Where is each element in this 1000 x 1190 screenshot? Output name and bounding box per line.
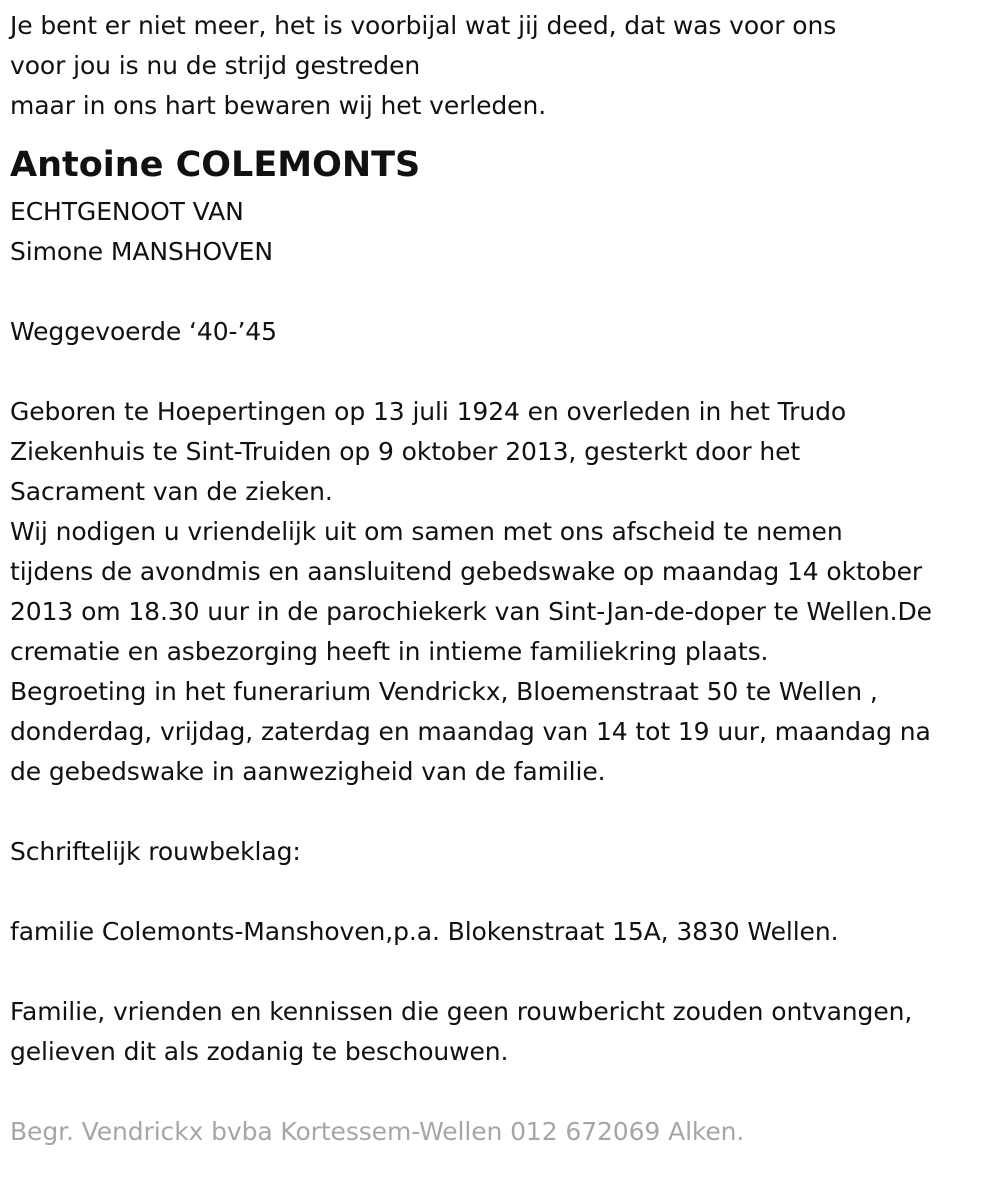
body-line: Begroeting in het funerarium Vendrickx, Bloemenstraat 50 te Wellen ,: [10, 677, 878, 706]
body-line: Ziekenhuis te Sint-Truiden op 9 oktober 2013, gesterkt door het: [10, 437, 801, 466]
body-line: Geboren te Hoepertingen op 13 juli 1924 en overleden in het Trudo: [10, 397, 847, 426]
deceased-name: Antoine COLEMONTS: [10, 145, 421, 185]
funeral-home-footer: Begr. Vendrickx bvba Kortessem-Wellen 012 672069 Alken.: [10, 1117, 745, 1146]
poem-line: Je bent er niet meer, het is voorbijal wat jij deed, dat was voor ons: [10, 11, 837, 40]
body-line: donderdag, vrijdag, zaterdag en maandag van 14 tot 19 uur, maandag na: [10, 717, 931, 746]
body-line: tijdens de avondmis en aansluitend gebedswake op maandag 14 oktober: [10, 557, 923, 586]
spouse-name: Simone MANSHOVEN: [10, 237, 273, 266]
relation-label: ECHTGENOOT VAN: [10, 197, 244, 226]
notice-line: gelieven dit als zodanig te beschouwen.: [10, 1037, 509, 1066]
obituary-body: [10, 392, 1000, 792]
spacer: [10, 792, 1000, 832]
spacer: [10, 1072, 1000, 1112]
body-line: Sacrament van de zieken.: [10, 477, 333, 506]
poem-line: voor jou is nu de strijd gestreden: [10, 51, 421, 80]
poem-line: maar in ons hart bewaren wij het verleden.: [10, 91, 547, 120]
spacer: [10, 352, 1000, 392]
body-line: crematie en asbezorging heeft in intieme familiekring plaats.: [10, 637, 769, 666]
condolence-address: familie Colemonts-Manshoven,p.a. Blokenstraat 15A, 3830 Wellen.: [10, 917, 839, 946]
body-line: de gebedswake in aanwezigheid van de familie.: [10, 757, 606, 786]
deportee-note: Weggevoerde ‘40-’45: [10, 317, 277, 346]
poem: [10, 6, 1000, 126]
notice: [10, 992, 1000, 1072]
body-line: Wij nodigen u vriendelijk uit om samen met ons afscheid te nemen: [10, 517, 843, 546]
spacer: [10, 872, 1000, 912]
body-line: 2013 om 18.30 uur in de parochiekerk van Sint-Jan-de-doper te Wellen.De: [10, 597, 932, 626]
notice-line: Familie, vrienden en kennissen die geen rouwbericht zouden ontvangen,: [10, 997, 913, 1026]
spacer: [10, 272, 1000, 312]
spacer: [10, 952, 1000, 992]
condolence-label: Schriftelijk rouwbeklag:: [10, 837, 301, 866]
